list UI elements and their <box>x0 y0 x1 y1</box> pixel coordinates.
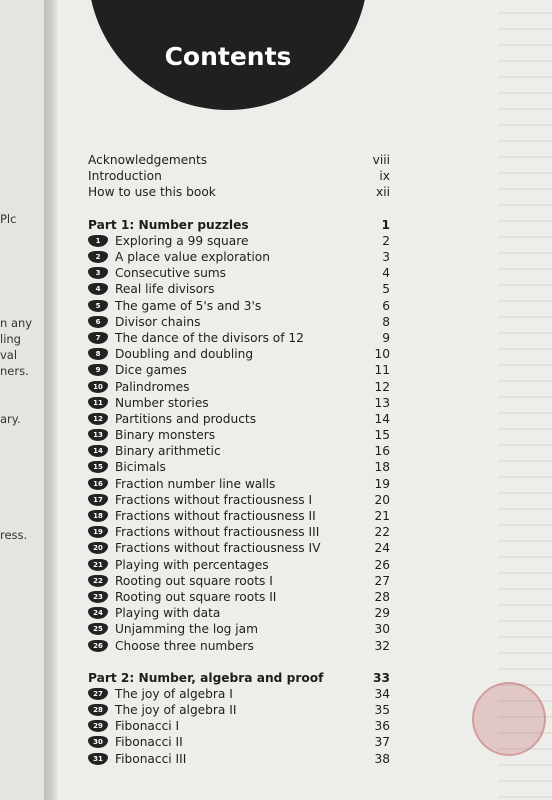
chapter-number-badge: 22 <box>88 575 108 587</box>
toc-chapter-item <box>88 298 390 314</box>
toc-front-item <box>88 152 390 168</box>
chapter-number-badge: 30 <box>88 736 108 748</box>
toc-front-item <box>88 184 390 200</box>
toc-chapter-item <box>88 686 390 702</box>
chapter-number-badge: 19 <box>88 526 108 538</box>
toc-chapter-item <box>88 540 390 556</box>
toc-page-number: viii <box>372 153 390 168</box>
toc-entry-title: The joy of algebra I <box>115 686 233 701</box>
toc-chapter-item <box>88 621 390 637</box>
toc-entry-title: Rooting out square roots II <box>115 589 277 604</box>
page-title: Contents <box>164 42 292 71</box>
toc-page-number: 13 <box>374 395 390 410</box>
chapter-number-badge: 23 <box>88 591 108 603</box>
toc-page-number: 36 <box>374 719 390 734</box>
chapter-number-badge: 31 <box>88 753 108 765</box>
toc-page-number: 6 <box>382 298 390 313</box>
part-title: Part 2: Number, algebra and proof <box>88 670 324 685</box>
toc-chapter-item <box>88 443 390 459</box>
chapter-number-badge: 8 <box>88 348 108 360</box>
toc-page-number: 14 <box>374 411 390 426</box>
toc-page-number: 26 <box>374 557 390 572</box>
toc-page-number: 30 <box>374 622 390 637</box>
toc-page-number: 29 <box>374 606 390 621</box>
toc-page-number: 8 <box>382 314 390 329</box>
chapter-number-badge: 18 <box>88 510 108 522</box>
toc-entry-title: Binary monsters <box>115 428 216 443</box>
toc-page-number: 15 <box>374 428 390 443</box>
toc-chapter-item <box>88 751 390 767</box>
toc-chapter-item <box>88 378 390 394</box>
toc-front-item <box>88 168 390 184</box>
toc-chapter-item <box>88 281 390 297</box>
chapter-number-badge: 6 <box>88 316 108 328</box>
toc-chapter-item <box>88 524 390 540</box>
toc-entry-title: A place value exploration <box>115 250 270 265</box>
toc-entry-title: The dance of the divisors of 12 <box>115 330 304 345</box>
part-title: Part 1: Number puzzles <box>88 217 249 232</box>
toc-chapter-item <box>88 459 390 475</box>
chapter-number-badge: 5 <box>88 300 108 312</box>
toc-page-number: 28 <box>374 589 390 604</box>
toc-chapter-item <box>88 427 390 443</box>
left-page-fragment: Plc <box>0 212 17 226</box>
toc-chapter-item <box>88 702 390 718</box>
left-page-fragment: ling <box>0 332 21 346</box>
toc-entry-title: Rooting out square roots I <box>115 573 273 588</box>
toc-chapter-item <box>88 508 390 524</box>
toc-page-number: 12 <box>374 379 390 394</box>
chapter-number-badge: 2 <box>88 251 108 263</box>
toc-chapter-item <box>88 557 390 573</box>
toc-chapter-item <box>88 346 390 362</box>
toc-page-number: 21 <box>374 509 390 524</box>
chapter-number-badge: 15 <box>88 461 108 473</box>
table-of-contents <box>88 152 390 767</box>
chapter-number-badge: 11 <box>88 397 108 409</box>
toc-page-number: 10 <box>374 347 390 362</box>
toc-chapter-item <box>88 492 390 508</box>
toc-chapter-item <box>88 411 390 427</box>
toc-part-heading <box>88 217 390 233</box>
toc-chapter-item <box>88 314 390 330</box>
chapter-number-badge: 13 <box>88 429 108 441</box>
toc-page-number: 33 <box>373 670 390 685</box>
left-page <box>0 0 44 800</box>
toc-entry-title: Fibonacci II <box>115 735 183 750</box>
toc-page-number: xii <box>376 185 390 200</box>
chapter-number-badge: 10 <box>88 381 108 393</box>
toc-page-number: 2 <box>382 233 390 248</box>
toc-chapter-item <box>88 362 390 378</box>
left-page-fragment: val <box>0 348 18 362</box>
toc-entry-title: Fractions without fractiousness IV <box>115 541 321 556</box>
toc-entry-title: Fractions without fractiousness III <box>115 525 320 540</box>
chapter-number-badge: 3 <box>88 267 108 279</box>
toc-entry-title: Number stories <box>115 395 209 410</box>
toc-entry-title: Bicimals <box>115 460 166 475</box>
toc-page-number: ix <box>379 169 390 184</box>
toc-page-number: 1 <box>381 217 390 232</box>
toc-page-number: 11 <box>374 363 390 378</box>
chapter-number-badge: 26 <box>88 640 108 652</box>
chapter-number-badge: 24 <box>88 607 108 619</box>
toc-entry-title: The joy of algebra II <box>115 703 237 718</box>
toc-page-number: 9 <box>382 330 390 345</box>
toc-chapter-item <box>88 573 390 589</box>
toc-chapter-item <box>88 718 390 734</box>
chapter-number-badge: 20 <box>88 542 108 554</box>
toc-entry-title: Divisor chains <box>115 314 201 329</box>
toc-entry-title: Real life divisors <box>115 282 215 297</box>
toc-page-number: 18 <box>374 460 390 475</box>
toc-entry-title: Binary arithmetic <box>115 444 221 459</box>
toc-entry-title: Fibonacci I <box>115 719 180 734</box>
toc-chapter-item <box>88 395 390 411</box>
chapter-number-badge: 16 <box>88 478 108 490</box>
chapter-number-badge: 12 <box>88 413 108 425</box>
chapter-number-badge: 27 <box>88 688 108 700</box>
toc-entry-title: How to use this book <box>88 185 216 200</box>
toc-chapter-item <box>88 249 390 265</box>
toc-part-heading <box>88 670 390 686</box>
show-through-text <box>498 0 552 800</box>
left-page-fragment: n any <box>0 316 33 330</box>
toc-page-number: 19 <box>374 476 390 491</box>
toc-entry-title: Palindromes <box>115 379 190 394</box>
toc-entry-title: Introduction <box>88 169 162 184</box>
toc-page-number: 5 <box>382 282 390 297</box>
book-gutter <box>44 0 58 800</box>
toc-entry-title: Fractions without fractiousness I <box>115 492 313 507</box>
toc-page-number: 32 <box>374 638 390 653</box>
toc-entry-title: Fractions without fractiousness II <box>115 509 316 524</box>
chapter-number-badge: 21 <box>88 559 108 571</box>
toc-page-number: 37 <box>374 735 390 750</box>
toc-page-number: 35 <box>374 703 390 718</box>
toc-chapter-item <box>88 605 390 621</box>
toc-page-number: 3 <box>382 250 390 265</box>
toc-page-number: 38 <box>374 751 390 766</box>
toc-chapter-item <box>88 330 390 346</box>
chapter-number-badge: 17 <box>88 494 108 506</box>
toc-entry-title: Playing with percentages <box>115 557 269 572</box>
toc-entry-title: Choose three numbers <box>115 638 254 653</box>
toc-page-number: 16 <box>374 444 390 459</box>
chapter-number-badge: 25 <box>88 623 108 635</box>
seal-stamp <box>472 682 546 756</box>
toc-page-number: 34 <box>374 686 390 701</box>
chapter-number-badge: 1 <box>88 235 108 247</box>
left-page-fragment: ners. <box>0 364 29 378</box>
toc-page-number: 22 <box>374 525 390 540</box>
toc-entry-title: Fibonacci III <box>115 751 187 766</box>
toc-chapter-item <box>88 734 390 750</box>
chapter-number-badge: 9 <box>88 364 108 376</box>
toc-entry-title: The game of 5's and 3's <box>115 298 262 313</box>
left-page-fragment: ress. <box>0 528 28 542</box>
toc-entry-title: Exploring a 99 square <box>115 233 249 248</box>
toc-entry-title: Acknowledgements <box>88 153 208 168</box>
toc-entry-title: Unjamming the log jam <box>115 622 259 637</box>
chapter-number-badge: 4 <box>88 283 108 295</box>
toc-chapter-item <box>88 637 390 653</box>
toc-page-number: 27 <box>374 573 390 588</box>
toc-entry-title: Fraction number line walls <box>115 476 276 491</box>
toc-entry-title: Playing with data <box>115 606 221 621</box>
toc-chapter-item <box>88 476 390 492</box>
chapter-number-badge: 7 <box>88 332 108 344</box>
toc-chapter-item <box>88 233 390 249</box>
toc-page-number: 20 <box>374 492 390 507</box>
toc-entry-title: Consecutive sums <box>115 266 227 281</box>
toc-entry-title: Doubling and doubling <box>115 347 254 362</box>
toc-page-number: 24 <box>374 541 390 556</box>
chapter-number-badge: 29 <box>88 720 108 732</box>
chapter-number-badge: 28 <box>88 704 108 716</box>
chapter-number-badge: 14 <box>88 445 108 457</box>
toc-chapter-item <box>88 589 390 605</box>
toc-entry-title: Dice games <box>115 363 187 378</box>
toc-entry-title: Partitions and products <box>115 411 257 426</box>
toc-chapter-item <box>88 265 390 281</box>
left-page-fragment: ary. <box>0 412 21 426</box>
toc-page-number: 4 <box>382 266 390 281</box>
